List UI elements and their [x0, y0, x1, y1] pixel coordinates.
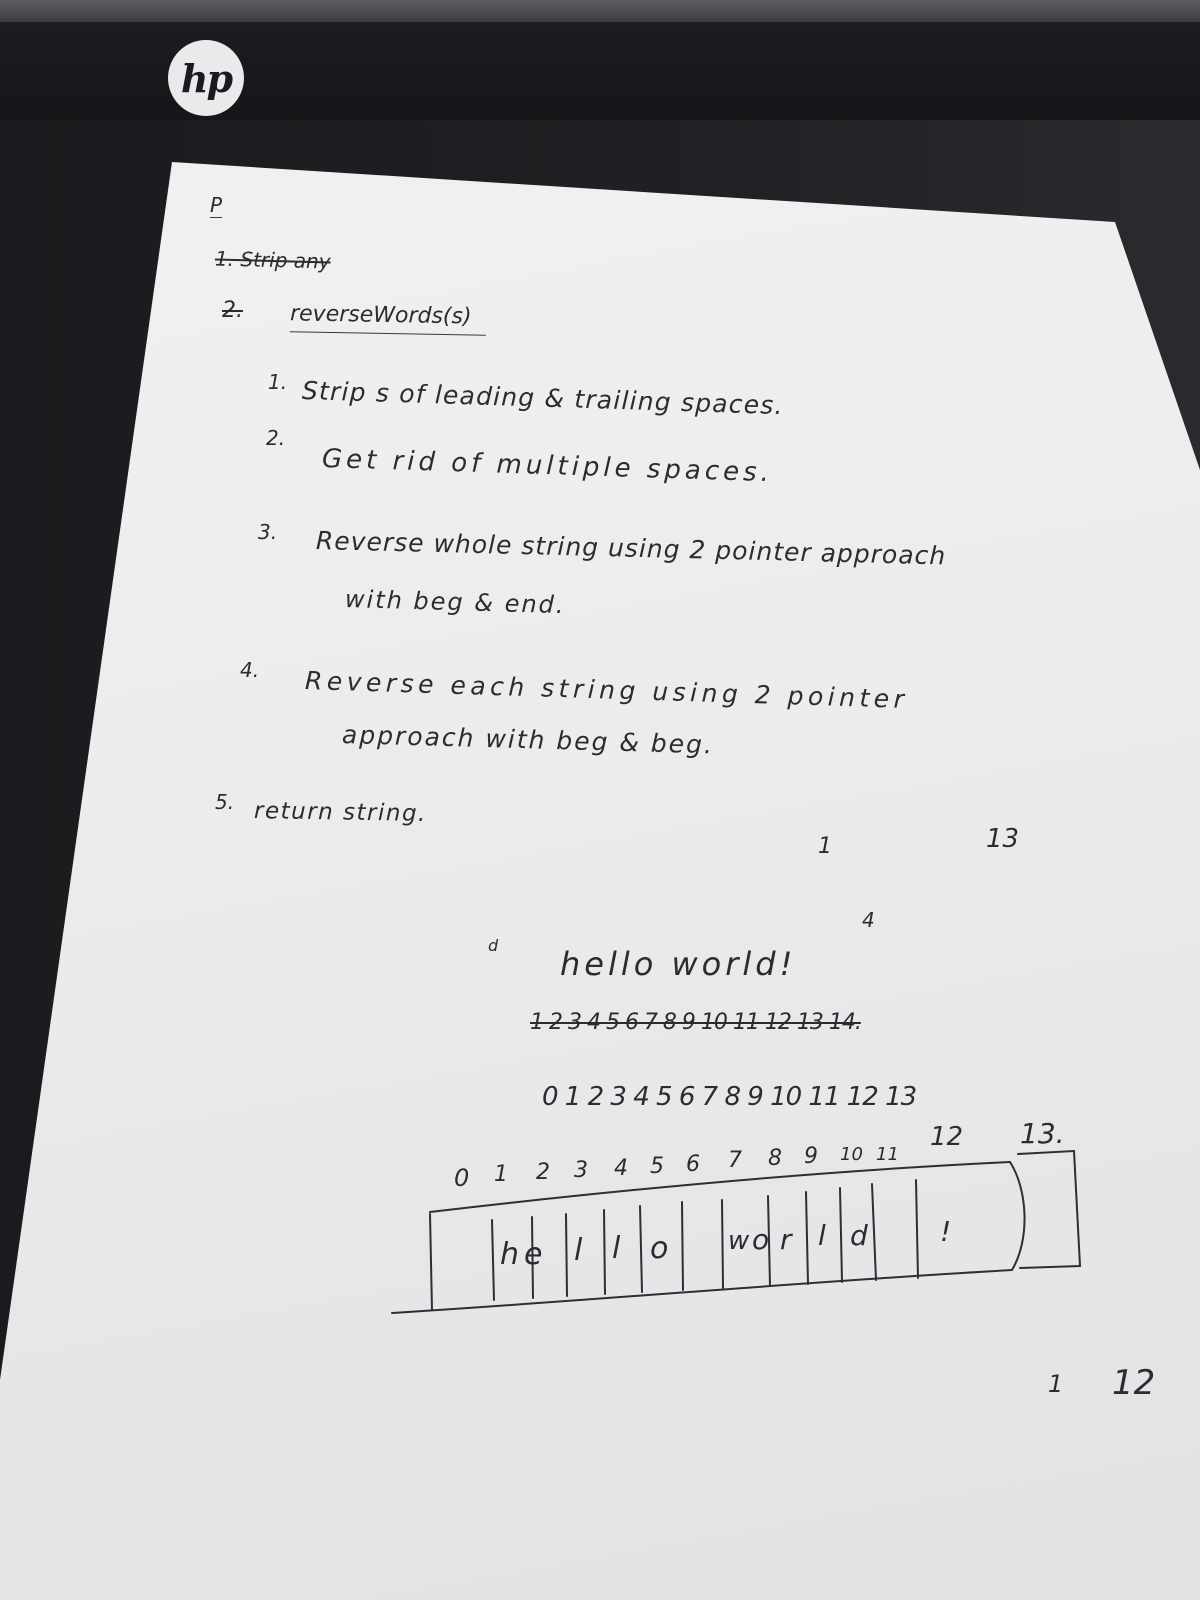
hp-logo-text: hp: [180, 55, 232, 101]
array-index: 13.: [1020, 1117, 1065, 1150]
array-cell: l: [612, 1231, 621, 1266]
array-index: 0: [454, 1164, 470, 1192]
step-3-number: 3.: [258, 520, 278, 544]
step-4-cont: approach with beg & beg.: [341, 720, 715, 760]
step-5-number: 5.: [215, 790, 235, 814]
array-bottom-line: [392, 1270, 1012, 1313]
function-name: reverseWords(s): [290, 303, 486, 335]
array-index: 3: [574, 1158, 588, 1183]
array-divider: [806, 1192, 808, 1284]
margin-mark-d: d: [488, 936, 499, 955]
array-divider: [872, 1184, 876, 1280]
array-index: 5: [650, 1154, 664, 1179]
array-index: 4: [614, 1156, 628, 1181]
array-cell: e: [524, 1237, 543, 1272]
heading-number-crossed: 2.: [222, 298, 243, 323]
index-row-crossed: 1 2 3 4 5 6 7 8 9 10 11 12 13 14.: [530, 1010, 861, 1035]
array-cell: w: [728, 1226, 750, 1256]
array-divider: [566, 1214, 567, 1296]
step-3-text: Reverse whole string using 2 pointer approach: [315, 526, 947, 571]
array-index: 7: [728, 1148, 742, 1173]
array-index: 12: [930, 1122, 964, 1152]
array-divider: [682, 1202, 683, 1290]
heading-crossed: 1. Strip any: [214, 246, 331, 274]
array-divider: [722, 1200, 723, 1288]
step-4-text: Reverse each string using 2 pointer: [304, 666, 909, 714]
array-cell: l: [574, 1233, 583, 1268]
step-1-number: 1.: [268, 370, 288, 394]
array-extra-cell: [1018, 1151, 1080, 1268]
array-divider: [604, 1210, 605, 1294]
step-1-text: Strip s of leading & trailing spaces.: [301, 376, 785, 421]
array-index: 10: [840, 1144, 863, 1165]
step-4-number: 4.: [240, 658, 260, 682]
array-divider: [492, 1220, 494, 1300]
index-row: 0 1 2 3 4 5 6 7 8 9 10 11 12 13: [542, 1082, 917, 1112]
example-string: hello world!: [560, 945, 797, 983]
array-index: 1: [494, 1162, 508, 1187]
step-5-text: return string.: [253, 798, 428, 828]
array-index: 8: [768, 1146, 782, 1171]
margin-mark-4: 4: [862, 908, 875, 932]
array-index: 9: [804, 1144, 818, 1169]
array-top-line: [430, 1158, 1010, 1212]
array-right-curve: [1010, 1162, 1025, 1270]
margin-mark-1: 1: [818, 834, 832, 859]
bottom-mark-left: 1: [1048, 1370, 1064, 1398]
bottom-mark-right: 12: [1112, 1363, 1156, 1403]
array-index: 6: [686, 1152, 700, 1177]
array-divider: [640, 1206, 642, 1292]
margin-mark-13: 13: [986, 824, 1020, 854]
array-divider: [916, 1180, 918, 1278]
array-left-edge: [430, 1214, 432, 1310]
page-marker: P: [210, 193, 223, 217]
array-cell: l: [818, 1219, 826, 1252]
array-cell: d: [850, 1219, 868, 1252]
array-index: 11: [876, 1144, 899, 1165]
array-cell: o: [752, 1223, 770, 1256]
array-cell: o: [650, 1231, 669, 1266]
array-index: 2: [536, 1160, 550, 1185]
step-3-cont: with beg & end.: [344, 585, 566, 620]
step-2-number: 2.: [266, 426, 286, 450]
array-cell: r: [780, 1223, 792, 1256]
array-cell: !: [940, 1215, 952, 1248]
step-2-text: Get rid of multiple spaces.: [321, 444, 774, 489]
array-divider: [840, 1188, 842, 1282]
array-cell: h: [500, 1237, 520, 1272]
